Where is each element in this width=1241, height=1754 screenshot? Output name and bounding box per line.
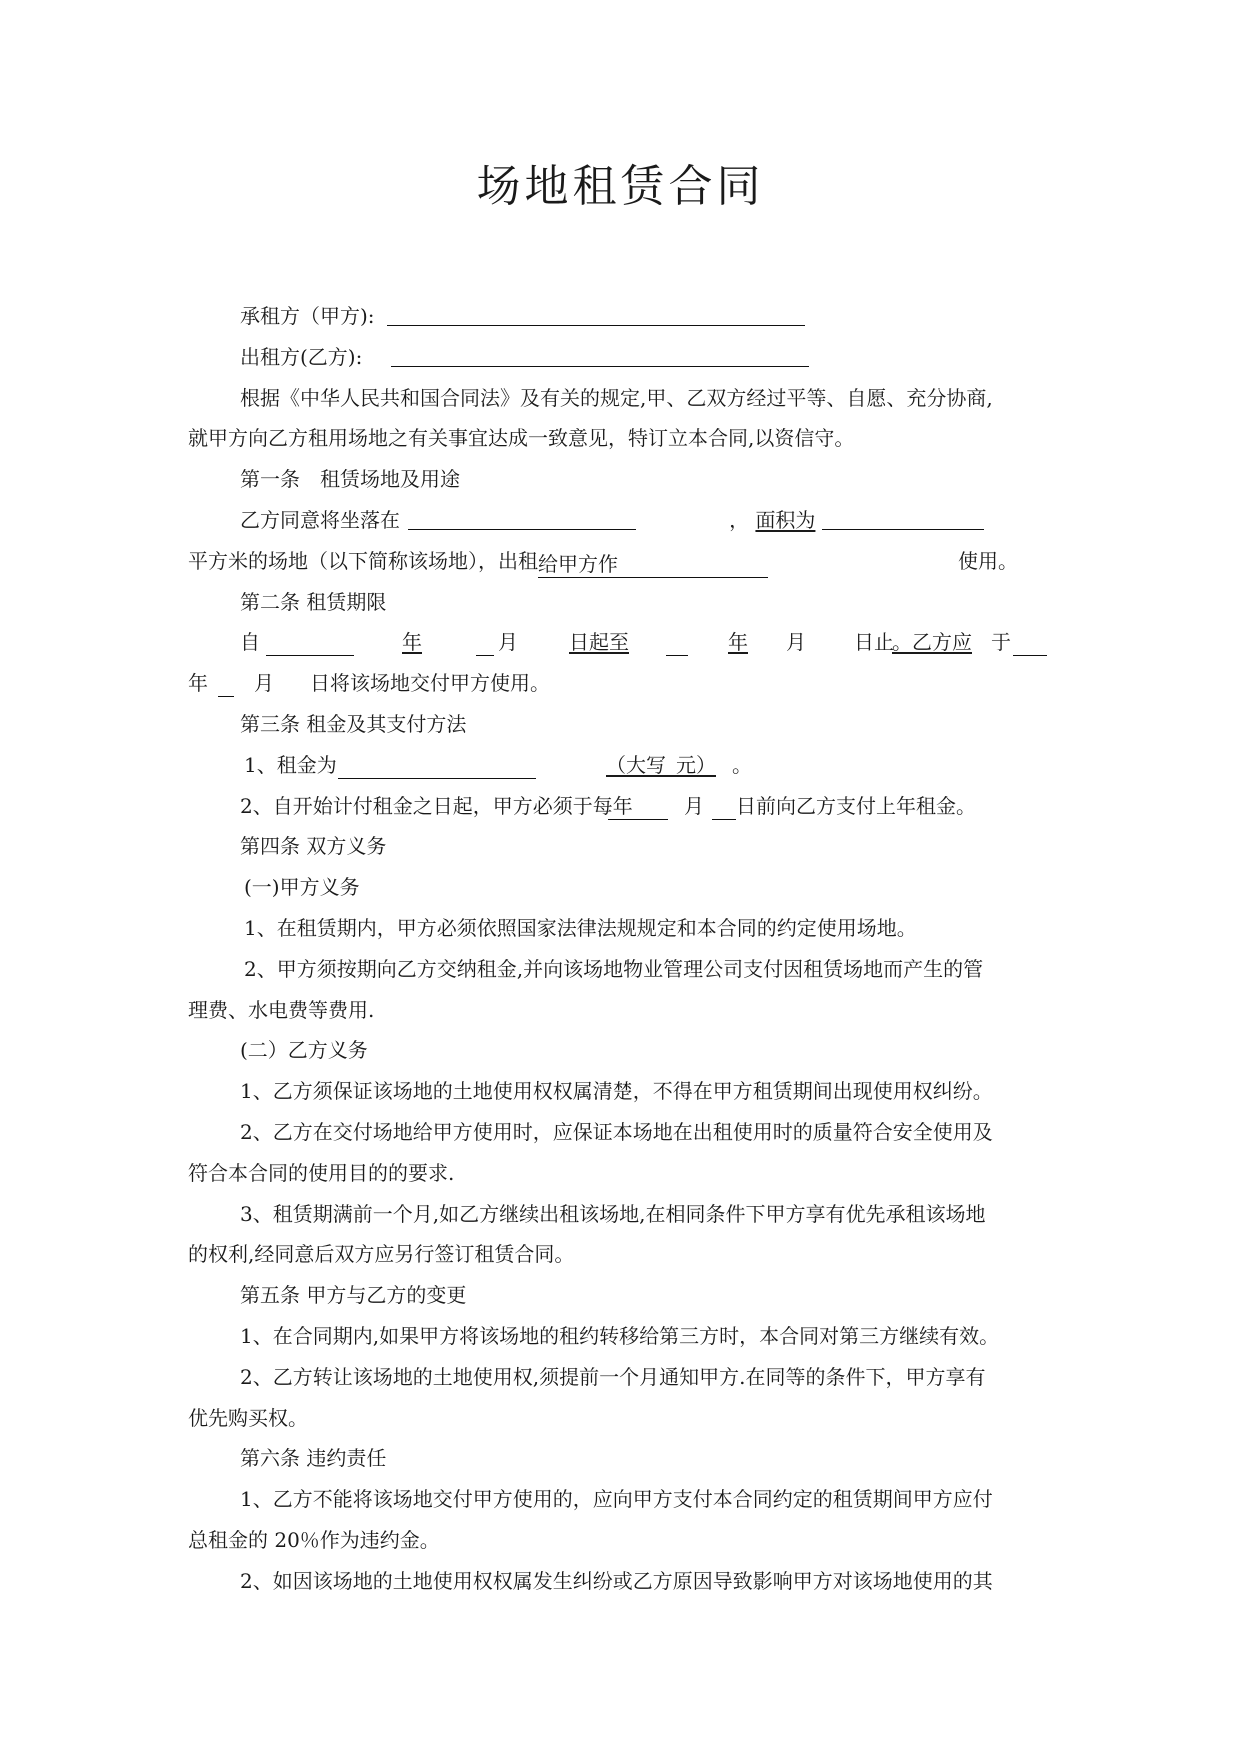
payment-day-blank[interactable]	[712, 793, 736, 820]
party-b-duty-3-line-1: 3、租赁期满前一个月,如乙方继续出租该场地,在相同条件下甲方享有优先承租该场地	[240, 1201, 986, 1226]
party-b-duty-2-line-2: 符合本合同的使用目的的要求.	[188, 1160, 455, 1185]
party-b-duties-title: (二）乙方义务	[240, 1038, 368, 1063]
article-2-title: 第二条 租赁期限	[240, 589, 387, 614]
art1-location-label: 乙方同意将坐落在	[240, 507, 400, 532]
rent-label: 1、租金为	[244, 752, 337, 777]
article-6-clause-1-line-1: 1、乙方不能将该场地交付甲方使用的，应向甲方支付本合同约定的租赁期间甲方应付	[240, 1487, 993, 1512]
lessee-blank[interactable]	[387, 299, 805, 326]
party-a-duties-title: (一)甲方义务	[244, 875, 360, 900]
end-month-label: 月	[786, 630, 806, 655]
start-month-blank[interactable]	[476, 629, 494, 656]
article-1-line-1	[188, 500, 1058, 541]
start-year-label: 年	[402, 630, 422, 655]
article-6-clause-1-line-2: 总租金的 20％作为违约金。	[188, 1527, 440, 1552]
from-label: 自	[240, 630, 260, 655]
lessee-label: 承租方（甲方):	[240, 304, 375, 328]
article-3-line-1	[188, 745, 1058, 786]
rent-yuan-label: 元）	[676, 752, 716, 777]
deliver-month-label: 月	[254, 671, 274, 696]
art1-comma: ，	[729, 507, 750, 532]
rent-uppercase-label: （大写	[606, 752, 666, 777]
article-5-clause-2-line-1: 2、乙方转让该场地的土地使用权,须提前一个月通知甲方.在同等的条件下，甲方享有	[240, 1364, 986, 1389]
article-4-title: 第四条 双方义务	[240, 834, 387, 859]
party-a-duty-1: 1、在租赁期内，甲方必须依照国家法律法规规定和本合同的约定使用场地。	[244, 915, 917, 940]
payment-month-label: 月	[684, 793, 704, 818]
contract-body	[188, 296, 1058, 1602]
party-b-duty-1: 1、乙方须保证该场地的土地使用权权属清楚，不得在甲方租赁期间出现使用权纠纷。	[240, 1079, 993, 1104]
article-2-line-2	[188, 663, 1058, 704]
payment-day-text: 日前向乙方支付上年租金。	[736, 793, 976, 818]
party-a-duty-2-line-1: 2、甲方须按期向乙方交纳租金,并向该场地物业管理公司支付因租赁场地而产生的管	[244, 956, 984, 981]
rent-amount-blank[interactable]	[338, 752, 536, 779]
article-3-title: 第三条 租金及其支付方法	[240, 711, 467, 736]
article-6-title: 第六条 违约责任	[240, 1446, 387, 1471]
start-year-blank[interactable]	[266, 629, 354, 656]
area-blank[interactable]	[822, 503, 984, 530]
article-2-line-1	[188, 622, 1058, 663]
area-label: 面积为	[755, 507, 816, 532]
end-year-blank[interactable]	[666, 629, 688, 656]
deliver-yu-label: 于	[991, 630, 1011, 655]
end-day-label: 日止	[854, 630, 894, 655]
deliver-year-blank[interactable]	[1013, 629, 1047, 656]
art1-area-unit-text: 平方米的场地（以下简称该场地），出租	[188, 548, 538, 573]
article-5-title: 第五条 甲方与乙方的变更	[240, 1283, 467, 1308]
purpose-label: 给甲方作	[538, 551, 618, 576]
party-a-duty-2-line-2: 理费、水电费等费用.	[188, 997, 375, 1022]
location-blank[interactable]	[408, 503, 636, 530]
article-5-clause-2-line-2: 优先购买权。	[188, 1405, 308, 1430]
payment-month-blank[interactable]	[608, 793, 668, 820]
party-b-duty-2-line-1: 2、乙方在交付场地给甲方使用时，应保证本场地在出租使用时的质量符合安全使用及	[240, 1119, 993, 1144]
deliver-year-label: 年	[188, 671, 208, 696]
lessor-line	[188, 337, 1058, 378]
lessor-label: 出租方(乙方):	[240, 344, 363, 369]
deliver-day-text: 日将该场地交付甲方使用。	[310, 671, 550, 696]
lessor-blank[interactable]	[391, 340, 809, 367]
article-3-line-2	[188, 786, 1058, 827]
article-1-line-2	[188, 541, 1058, 582]
rent-period: 。	[732, 752, 752, 777]
article-1-title: 第一条 租赁场地及用途	[240, 467, 460, 492]
deliver-label: 。乙方应	[892, 630, 972, 655]
start-day-to-label: 日起至	[569, 630, 629, 655]
intro-line-2: 就甲方向乙方租用场地之有关事宜达成一致意见，特订立本合同,以资信守。	[188, 426, 855, 451]
lessee-line	[188, 296, 1058, 337]
deliver-month-blank[interactable]	[218, 670, 234, 697]
intro-line-1: 根据《中华人民共和国合同法》及有关的规定,甲、乙双方经过平等、自愿、充分协商,	[240, 385, 993, 410]
purpose-blank[interactable]	[538, 551, 768, 578]
start-month-label: 月	[498, 630, 518, 655]
payment-label: 2、自开始计付租金之日起，甲方必须于每年	[240, 793, 633, 818]
rent-uppercase	[606, 745, 716, 786]
page-title: 场地租赁合同	[476, 161, 765, 212]
article-5-clause-1: 1、在合同期内,如果甲方将该场地的租约转移给第三方时，本合同对第三方继续有效。	[240, 1323, 1000, 1348]
art1-use-text: 使用。	[958, 548, 1018, 573]
party-b-duty-3-line-2: 的权利,经同意后双方应另行签订租赁合同。	[188, 1242, 575, 1267]
article-6-clause-2-line-1: 2、如因该场地的土地使用权权属发生纠纷或乙方原因导致影响甲方对该场地使用的其	[240, 1568, 993, 1593]
end-year-label: 年	[728, 630, 748, 655]
